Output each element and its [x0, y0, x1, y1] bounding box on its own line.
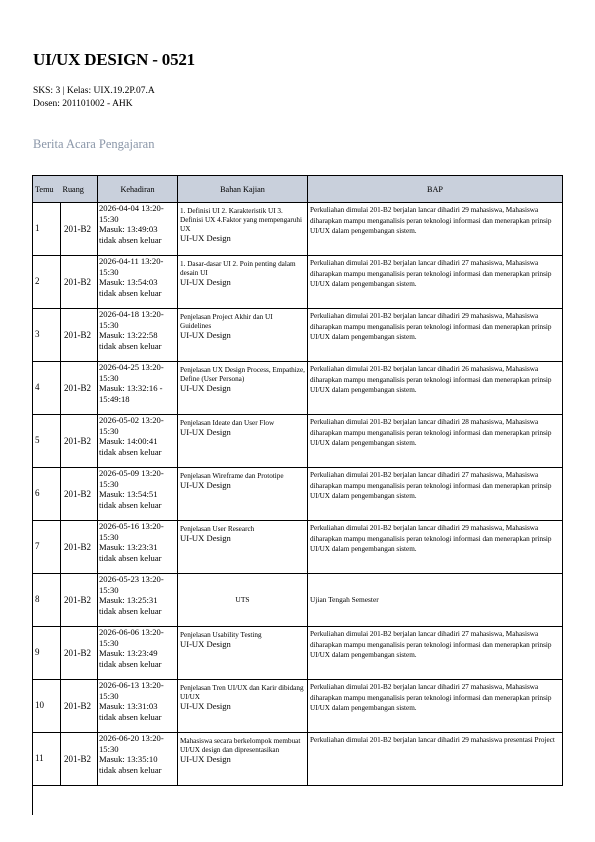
table-row — [33, 256, 563, 309]
attendance-note: tidak absen keluar — [99, 605, 162, 616]
meeting-number: 6 — [33, 468, 61, 521]
bap-cell: Perkuliahan dimulai 201-B2 berjalan lancar dihadiri 27 mahasiswa, Mahasiswa diharapkan mampu menganalisis peran teknologi informasi dan menerapkan prinsip UI/UX dalam pengembangan sistem. — [308, 680, 563, 733]
attendance-checkin: Masuk: 14:00:41 — [99, 436, 158, 447]
attendance-note: tidak absen keluar — [99, 552, 162, 563]
table-row — [33, 521, 563, 574]
column-header-temu: Temu — [33, 176, 61, 203]
bahan-kajian-cell — [178, 415, 308, 468]
bahan-kajian-cell — [178, 733, 308, 786]
bahan-kajian-text: Penjelasan Ideate dan User Flow — [180, 419, 275, 427]
bahan-kajian-text: 1. Definisi UI 2. Karakteristik UI 3. Definisi UX 4.Faktor yang mempengaruhi UX — [180, 207, 302, 233]
attendance-date: 2026-05-09 13:20-15:30 — [99, 468, 164, 489]
attendance-checkin: Masuk: 13:54:03 — [99, 277, 158, 288]
attendance-date: 2026-04-25 13:20-15:30 — [99, 362, 164, 383]
table-continuation-line — [32, 785, 33, 815]
room-cell: 201-B2 — [61, 309, 98, 362]
meeting-number: 9 — [33, 627, 61, 680]
teaching-log-table — [32, 175, 563, 786]
bap-cell: Perkuliahan dimulai 201-B2 berjalan lancar dihadiri 27 mahasiswa, Mahasiswa diharapkan mampu menganalisis peran teknologi informasi dan menerapkan prinsip UI/UX dalam pengembangan sistem. — [308, 256, 563, 309]
attendance-checkin: Masuk: 13:54:51 — [99, 489, 158, 500]
course-name: UI-UX Design — [180, 427, 231, 437]
bahan-kajian-cell — [178, 627, 308, 680]
table-header-row — [33, 176, 563, 203]
table-row — [33, 415, 563, 468]
section-heading: Berita Acara Pengajaran — [33, 137, 155, 151]
room-cell: 201-B2 — [61, 415, 98, 468]
attendance-cell — [98, 362, 178, 415]
page-title: UI/UX DESIGN - 0521 — [33, 50, 195, 69]
attendance-note: tidak absen keluar — [99, 764, 162, 775]
table-row — [33, 627, 563, 680]
attendance-checkin: Masuk: 13:25:31 — [99, 595, 158, 606]
attendance-note: tidak absen keluar — [99, 287, 162, 298]
attendance-date: 2026-06-06 13:20-15:30 — [99, 627, 164, 648]
column-header-ruang: Ruang — [61, 176, 98, 203]
bahan-kajian-cell — [178, 203, 308, 256]
attendance-cell — [98, 574, 178, 627]
table-row — [33, 203, 563, 256]
attendance-cell — [98, 521, 178, 574]
attendance-date: 2026-06-20 13:20-15:30 — [99, 733, 164, 754]
attendance-date: 2026-05-02 13:20-15:30 — [99, 415, 164, 436]
course-meta: SKS: 3 | Kelas: UIX.19.2P.07.A — [33, 86, 155, 96]
bahan-kajian-text: Mahasiswa secara berkelompok membuat UI/UX design dan dipresentasikan — [180, 737, 301, 754]
attendance-note: tidak absen keluar — [99, 658, 162, 669]
attendance-note: tidak absen keluar — [99, 446, 162, 457]
room-cell: 201-B2 — [61, 733, 98, 786]
room-cell: 201-B2 — [61, 627, 98, 680]
attendance-cell — [98, 256, 178, 309]
room-cell: 201-B2 — [61, 203, 98, 256]
table-row — [33, 680, 563, 733]
table-row — [33, 468, 563, 521]
bap-cell: Perkuliahan dimulai 201-B2 berjalan lancar dihadiri 27 mahasiswa, Mahasiswa diharapkan mampu menganalisis peran teknologi informasi dan menerapkan prinsip UI/UX dalam pengembangan sistem. — [308, 627, 563, 680]
room-cell: 201-B2 — [61, 362, 98, 415]
attendance-note: tidak absen keluar — [99, 499, 162, 510]
room-cell: 201-B2 — [61, 256, 98, 309]
bahan-kajian-text: Penjelasan Wireframe dan Prototipe — [180, 472, 284, 480]
bahan-kajian-cell — [178, 468, 308, 521]
column-header-bahan-kajian: Bahan Kajian — [178, 176, 308, 203]
meeting-number: 10 — [33, 680, 61, 733]
bahan-kajian-cell — [178, 680, 308, 733]
attendance-date: 2026-06-13 13:20-15:30 — [99, 680, 164, 701]
meeting-number: 1 — [33, 203, 61, 256]
table-row — [33, 733, 563, 786]
bap-cell: Perkuliahan dimulai 201-B2 berjalan lancar dihadiri 29 mahasiswa presentasi Project — [308, 733, 563, 786]
bahan-kajian-text: 1. Dasar-dasar UI 2. Poin penting dalam desain UI — [180, 260, 296, 277]
attendance-date: 2026-04-18 13:20-15:30 — [99, 309, 164, 330]
course-name: UI-UX Design — [180, 754, 231, 764]
bahan-kajian-text: Penjelasan Usability Testing — [180, 631, 262, 639]
attendance-cell — [98, 680, 178, 733]
attendance-note: tidak absen keluar — [99, 234, 162, 245]
column-header-kehadiran: Kehadiran — [98, 176, 178, 203]
bahan-kajian-text: Penjelasan Project Akhir dan UI Guidelines — [180, 313, 273, 330]
bahan-kajian-cell — [178, 309, 308, 362]
attendance-cell — [98, 415, 178, 468]
room-cell: 201-B2 — [61, 680, 98, 733]
bahan-kajian-text: Penjelasan Tren UI/UX dan Karir dibidang UI/UX — [180, 684, 304, 701]
meeting-number: 11 — [33, 733, 61, 786]
bap-cell: Ujian Tengah Semester — [308, 574, 563, 627]
table-row — [33, 574, 563, 627]
bahan-kajian-text: Penjelasan User Research — [180, 525, 255, 533]
bahan-kajian-cell — [178, 256, 308, 309]
lecturer-meta: Dosen: 201101002 - AHK — [33, 99, 133, 109]
bap-cell: Perkuliahan dimulai 201-B2 berjalan lancar dihadiri 27 mahasiswa, Mahasiswa diharapkan mampu menganalisis peran teknologi informasi dan menerapkan prinsip UI/UX dalam pengembangan sistem. — [308, 468, 563, 521]
course-name: UI-UX Design — [180, 277, 231, 287]
table-row — [33, 309, 563, 362]
bap-cell: Perkuliahan dimulai 201-B2 berjalan lancar dihadiri 29 mahasiswa, Mahasiswa diharapkan mampu menganalisis peran teknologi informasi dan menerapkan prinsip UI/UX dalam pengembangan sistem. — [308, 309, 563, 362]
attendance-date: 2026-05-16 13:20-15:30 — [99, 521, 164, 542]
column-header-bap: BAP — [308, 176, 563, 203]
bap-cell: Perkuliahan dimulai 201-B2 berjalan lancar dihadiri 29 mahasiswa, Mahasiswa diharapkan mampu menganalisis peran teknologi informasi dan menerapkan prinsip UI/UX dalam pengembangan sistem. — [308, 521, 563, 574]
attendance-checkin: Masuk: 13:23:31 — [99, 542, 158, 553]
attendance-note: 15:49:18 — [99, 393, 130, 404]
bap-cell: Perkuliahan dimulai 201-B2 berjalan lancar dihadiri 29 mahasiswa, Mahasiswa diharapkan mampu menganalisis peran teknologi informasi dan menerapkan prinsip UI/UX dalam pengembangan sistem. — [308, 203, 563, 256]
attendance-cell — [98, 309, 178, 362]
course-name: UI-UX Design — [180, 383, 231, 393]
room-cell: 201-B2 — [61, 574, 98, 627]
bap-cell: Perkuliahan dimulai 201-B2 berjalan lancar dihadiri 26 mahasiswa, Mahasiswa diharapkan mampu menganalisis peran teknologi informasi dan menerapkan prinsip UI/UX dalam pengembangan sistem. — [308, 362, 563, 415]
table-row — [33, 362, 563, 415]
attendance-note: tidak absen keluar — [99, 340, 162, 351]
meeting-number: 8 — [33, 574, 61, 627]
meeting-number: 2 — [33, 256, 61, 309]
course-name: UI-UX Design — [180, 330, 231, 340]
room-cell: 201-B2 — [61, 521, 98, 574]
meeting-number: 7 — [33, 521, 61, 574]
course-name: UI-UX Design — [180, 233, 231, 243]
attendance-date: 2026-04-11 13:20-15:30 — [99, 256, 164, 277]
attendance-cell — [98, 733, 178, 786]
course-name: UI-UX Design — [180, 533, 231, 543]
attendance-checkin: Masuk: 13:49:03 — [99, 224, 158, 235]
attendance-checkin: Masuk: 13:22:58 — [99, 330, 158, 341]
attendance-note: tidak absen keluar — [99, 711, 162, 722]
bahan-kajian-cell — [178, 362, 308, 415]
attendance-cell — [98, 203, 178, 256]
bahan-kajian-cell — [178, 521, 308, 574]
attendance-checkin: Masuk: 13:23:49 — [99, 648, 158, 659]
bahan-kajian-text: Penjelasan UX Design Process, Empathize, Define (User Persona) — [180, 366, 305, 383]
bahan-kajian-cell: UTS — [178, 574, 308, 627]
attendance-date: 2026-05-23 13:20-15:30 — [99, 574, 164, 595]
attendance-checkin: Masuk: 13:32:16 - — [99, 383, 163, 394]
attendance-cell — [98, 627, 178, 680]
course-name: UI-UX Design — [180, 701, 231, 711]
attendance-date: 2026-04-04 13:20-15:30 — [99, 203, 164, 224]
course-name: UI-UX Design — [180, 639, 231, 649]
attendance-checkin: Masuk: 13:31:03 — [99, 701, 158, 712]
meeting-number: 3 — [33, 309, 61, 362]
bap-cell: Perkuliahan dimulai 201-B2 berjalan lancar dihadiri 28 mahasiswa, Mahasiswa diharapkan mampu menganalisis peran teknologi informasi dan menerapkan prinsip UI/UX dalam pengembangan sistem. — [308, 415, 563, 468]
room-cell: 201-B2 — [61, 468, 98, 521]
attendance-checkin: Masuk: 13:35:10 — [99, 754, 158, 765]
meeting-number: 4 — [33, 362, 61, 415]
meeting-number: 5 — [33, 415, 61, 468]
attendance-cell — [98, 468, 178, 521]
course-name: UI-UX Design — [180, 480, 231, 490]
